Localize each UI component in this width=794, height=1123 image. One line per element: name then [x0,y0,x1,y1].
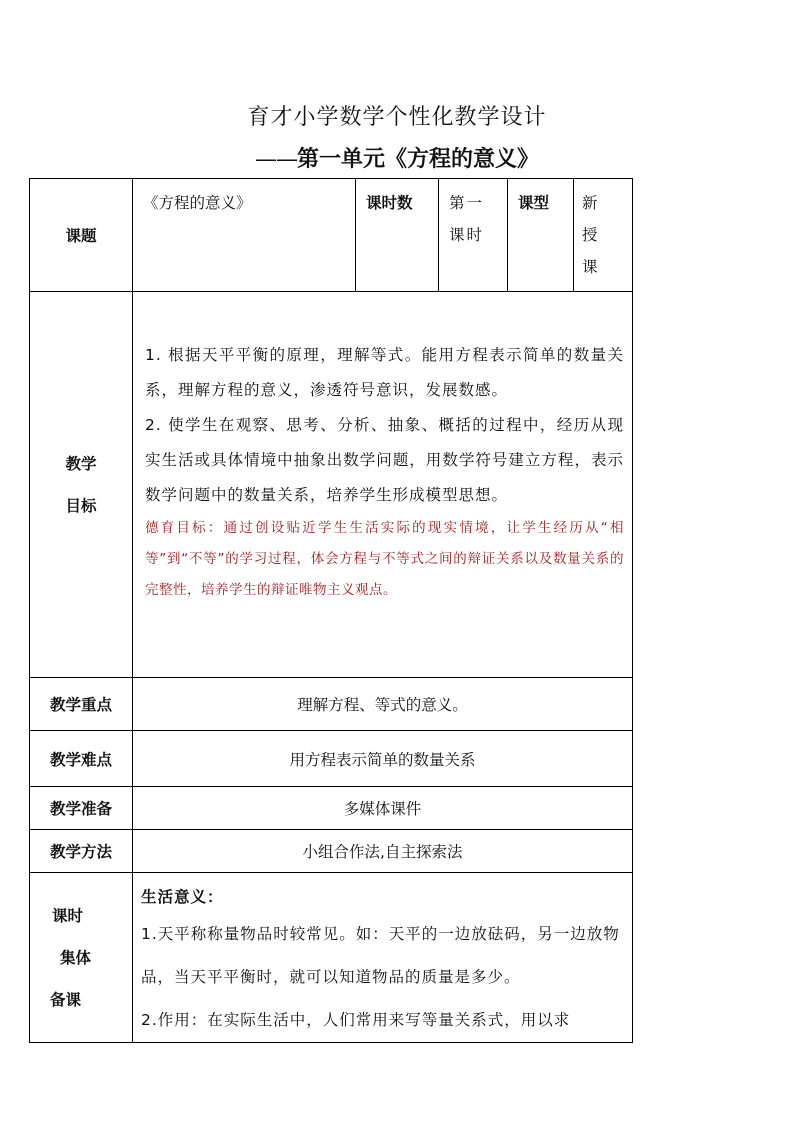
moral-goal: 德育目标：通过创设贴近学生生活实际的现实情境，让学生经历从“相等”到“不等”的学习过程，体会方程与不等式之间的辩证关系以及数量关系的完整性，培养学生的辩证唯物主义观点。 [145,520,624,598]
hours-label: 课时数 [356,179,439,292]
key-value: 理解方程、等式的意义。 [133,678,633,731]
difficulty-row [30,731,633,787]
method-row [30,830,633,873]
subtitle-text: 第一单元《方程的意义》 [296,146,539,172]
topic-value: 《方程的意义》 [133,179,356,292]
key-label: 教学重点 [30,678,133,731]
key-row [30,678,633,731]
type-value: 新授课 [574,179,633,292]
difficulty-label: 教学难点 [30,731,133,787]
goal-1: 1. 根据天平平衡的原理，理解等式。能用方程表示简单的数量关系，理解方程的意义，渗透符号意识，发展数感。 [145,346,624,399]
difficulty-value: 用方程表示简单的数量关系 [133,731,633,787]
method-label: 教学方法 [30,830,133,873]
goals-label-line-1: 教学 [65,454,97,473]
life-item-1: 1.天平称称量物品时较常见。如：天平的一边放砝码，另一边放物品，当天平平衡时，就可以知道物品的质量是多少。 [141,925,620,986]
collective-content [133,873,633,1043]
goals-row [30,292,633,678]
page-subtitle [0,142,794,173]
collective-label [30,873,133,1043]
goals-content [133,292,633,678]
topic-row [30,179,633,292]
goals-label-line-2: 目标 [65,496,97,515]
type-label: 课型 [508,179,574,292]
hours-value: 第一课时 [439,179,508,292]
collective-label-line-1: 课时 [52,906,84,925]
topic-label: 课题 [30,179,133,292]
goal-2: 2. 使学生在观察、思考、分析、抽象、概括的过程中，经历从现实生活或具体情境中抽象出数学问题，用数学符号建立方程，表示数学问题中的数量关系，培养学生形成模型思想。 [145,416,624,504]
prep-label: 教学准备 [30,787,133,830]
prep-value: 多媒体课件 [133,787,633,830]
collective-label-line-2: 集体 [60,948,92,967]
prep-row [30,787,633,830]
collective-row [30,873,633,1043]
life-heading: 生活意义： [141,888,224,906]
method-value: 小组合作法,自主探索法 [133,830,633,873]
lesson-plan-table [29,178,633,1043]
goals-label [30,292,133,678]
subtitle-dash: —— [254,147,297,172]
collective-label-line-3: 备课 [50,990,82,1009]
page-title: 育才小学数学个性化教学设计 [247,105,547,130]
life-item-2: 2.作用：在实际生活中，人们常用来写等量关系式，用以求 [141,1011,571,1029]
